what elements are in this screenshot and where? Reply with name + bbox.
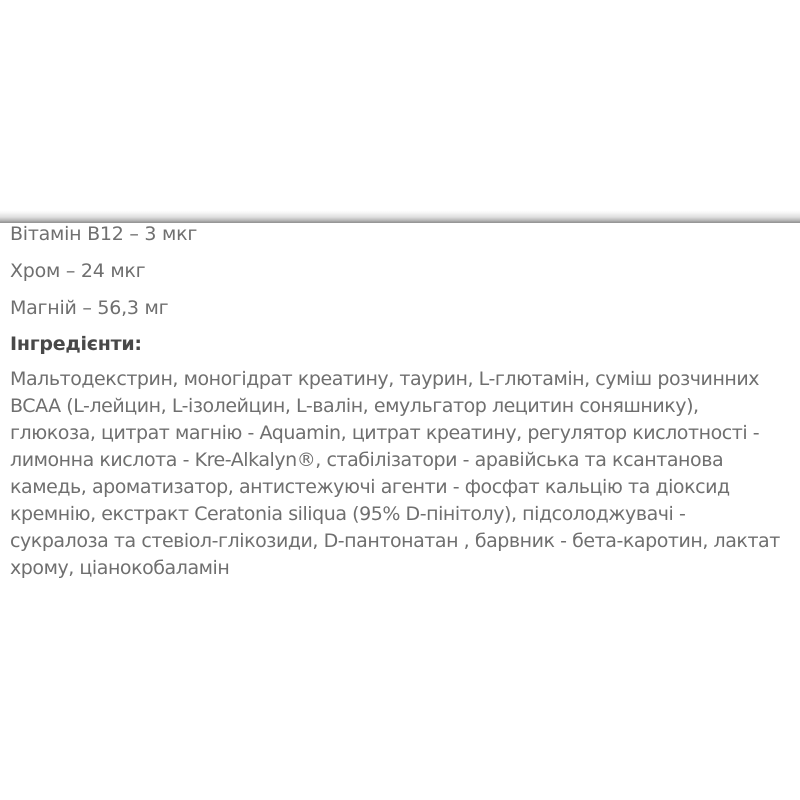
ingredients-line: глюкоза, цитрат магнію - Aquamin, цитрат креатину, регулятор кислотності - [10, 422, 760, 444]
ingredients-line: BCAA (L-лейцин, L-ізолейцин, L-валін, емульгатор лецитин соняшнику), [10, 395, 699, 417]
ingredients-line: камедь, ароматизатор, антистежуючі агенти - фосфат кальцію та діоксид [10, 476, 730, 498]
nutrient-vitamin-b12: Вітамін B12 – 3 мкг [10, 223, 198, 245]
ingredients-line: лимонна кислота - Kre-Alkalyn®, стабілізатори - аравійська та ксантанова [10, 449, 724, 471]
ingredients-line: сукралоза та стевіол-глікозиди, D-пантонатан , барвник - бета-каротин, лактат [10, 530, 780, 552]
ingredients-line: кремнію, екстракт Ceratonia siliqua (95% D-пінітолу), підсолоджувачі - [10, 503, 686, 525]
ingredients-heading: Інгредієнти: [10, 333, 142, 355]
ingredients-line: Мальтодекстрин, моногідрат креатину, таурин, L-глютамін, суміш розчинних [10, 368, 760, 390]
ingredients-line: хрому, ціанокобаламін [10, 557, 230, 579]
nutrient-magnesium: Магній – 56,3 мг [10, 297, 169, 319]
nutrient-chromium: Хром – 24 мкг [10, 260, 146, 282]
ingredients-paragraph [10, 366, 796, 582]
